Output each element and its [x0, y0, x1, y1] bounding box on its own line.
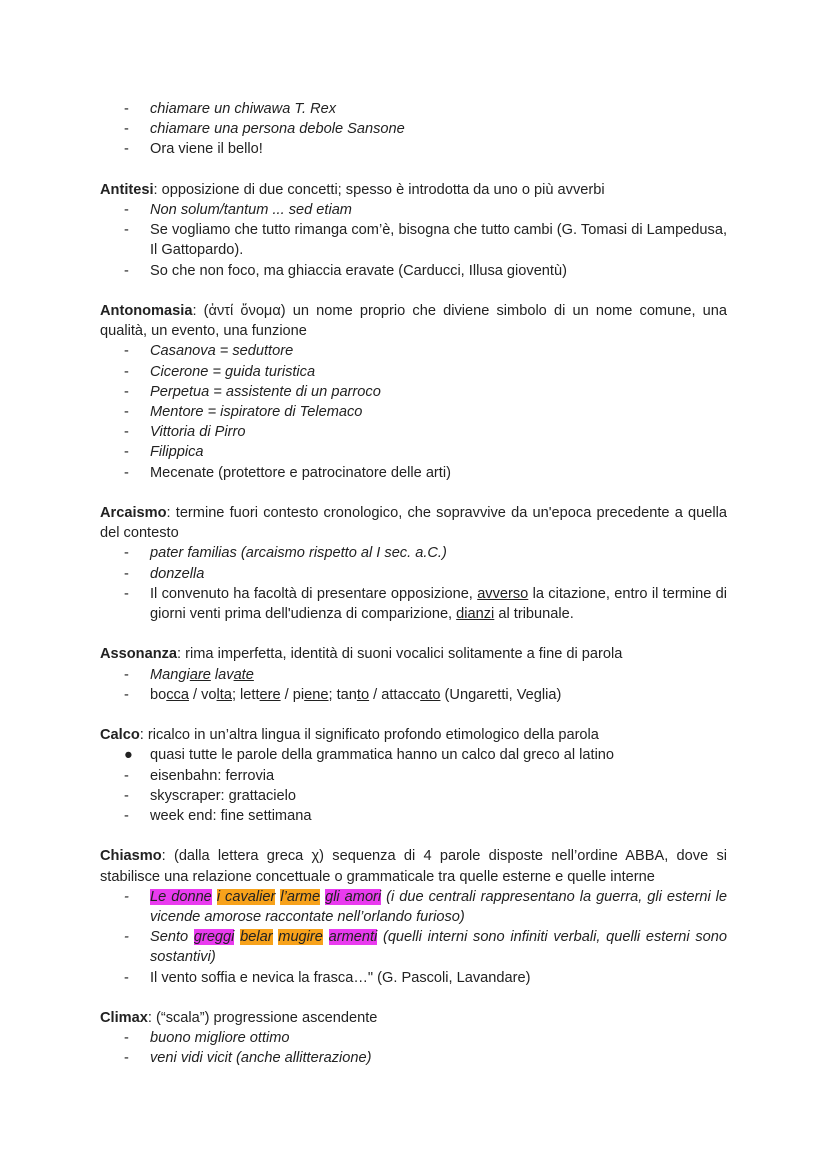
underlined-syllable: ato — [420, 686, 441, 703]
item-text: donzella — [150, 565, 205, 582]
dash-marker: - — [124, 545, 129, 562]
intro-section — [100, 99, 727, 160]
dash-marker: - — [124, 888, 129, 905]
list-item — [100, 200, 727, 220]
item-text: Mecenate (protettore e patrocinatore delle arti) — [150, 464, 451, 481]
list-item — [100, 442, 727, 462]
term-heading: Chiasmo — [100, 848, 162, 865]
list-item — [100, 1028, 727, 1048]
highlight-orange: l’arme — [280, 888, 321, 905]
arcaismo-list — [100, 543, 727, 624]
dash-marker: - — [124, 767, 129, 784]
text-part: (Ungaretti, Veglia) — [440, 686, 562, 703]
assonanza-definition — [100, 644, 727, 664]
dash-marker: - — [124, 565, 129, 582]
highlight-orange: belar — [240, 929, 273, 946]
dash-marker: - — [124, 1050, 129, 1067]
list-item — [100, 220, 727, 260]
chiasmo-list — [100, 887, 727, 988]
item-text-part: al tribunale. — [494, 606, 574, 623]
list-item — [100, 99, 727, 119]
antitesi-definition — [100, 180, 727, 200]
item-text: pater familias (arcaismo rispetto al I sec. a.C.) — [150, 545, 447, 562]
dash-marker: - — [124, 202, 129, 218]
item-text: Casanova = seduttore — [150, 343, 294, 360]
text-part: ; lett — [231, 686, 260, 703]
highlight-magenta: Le donne — [150, 888, 212, 905]
antonomasia-section — [100, 301, 727, 483]
calco-list — [100, 745, 727, 826]
underlined-syllable: cca — [166, 686, 189, 703]
term-heading: Arcaismo — [100, 505, 167, 522]
highlight-orange: i cavalier — [216, 888, 276, 905]
item-text: So che non foco, ma ghiaccia eravate (Carducci, Illusa gioventù) — [150, 262, 567, 279]
list-item — [100, 341, 727, 361]
text-part: lav — [210, 666, 234, 683]
term-heading: Calco — [100, 727, 140, 744]
calco-section — [100, 725, 727, 826]
dash-marker: - — [124, 141, 129, 158]
dash-marker: - — [124, 222, 129, 239]
list-item — [100, 1048, 727, 1068]
chiasmo-section — [100, 846, 727, 987]
dash-marker: - — [124, 464, 129, 481]
list-item — [100, 564, 727, 584]
list-item — [100, 786, 727, 806]
list-item — [100, 139, 727, 159]
arcaismo-section — [100, 503, 727, 624]
list-item — [100, 584, 727, 624]
dash-marker: - — [124, 101, 129, 117]
underlined-syllable: are — [189, 666, 211, 683]
item-text: buono migliore ottimo — [150, 1030, 290, 1047]
antitesi-section — [100, 180, 727, 281]
underlined-syllable: ene — [304, 686, 329, 703]
list-item — [100, 382, 727, 402]
highlight-magenta: gli amori — [325, 888, 382, 905]
example-text — [150, 667, 254, 683]
dash-marker: - — [124, 404, 129, 421]
item-text: Mentore = ispiratore di Telemaco — [150, 404, 363, 421]
antonomasia-list — [100, 341, 727, 482]
underlined-word: dianzi — [456, 606, 495, 623]
dash-marker: - — [124, 363, 129, 380]
dash-marker: - — [124, 262, 129, 279]
dash-marker: - — [124, 121, 129, 138]
dash-marker: - — [124, 666, 129, 683]
term-heading: Assonanza — [100, 646, 178, 663]
climax-definition — [100, 1008, 727, 1028]
climax-list — [100, 1028, 727, 1068]
item-text: skyscraper: grattacielo — [150, 787, 296, 804]
dash-marker: - — [124, 1030, 129, 1047]
list-item — [100, 968, 727, 988]
list-item — [100, 665, 727, 685]
dash-marker: - — [124, 383, 129, 400]
item-text: Perpetua = assistente di un parroco — [150, 383, 381, 400]
definition-text: : (dalla lettera greca χ) sequenza di 4 parole disposte nell’ordine ABBA, dove si stabilisce una relazione concettuale o grammaticale tra quelle esterne e quelle interne — [100, 848, 727, 885]
item-text: Cicerone = guida turistica — [150, 363, 316, 380]
definition-text: : opposizione di due concetti; spesso è introdotta da uno o più avverbi — [153, 181, 605, 198]
list-item — [100, 402, 727, 422]
item-text-part: Il convenuto ha facoltà di presentare opposizione, — [150, 585, 478, 602]
item-text: eisenbahn: ferrovia — [150, 767, 275, 784]
dash-marker: - — [124, 969, 129, 986]
dash-marker: - — [124, 787, 129, 804]
item-text: Non solum/tantum ... sed etiam — [150, 202, 352, 218]
underlined-syllable: to — [356, 686, 370, 703]
definition-text: : rima imperfetta, identità di suoni vocalici solitamente a fine di parola — [177, 646, 623, 663]
chiasmo-definition — [100, 846, 727, 886]
text-part: bo — [150, 686, 167, 703]
term-heading: Antonomasia — [100, 303, 193, 319]
definition-text: : ricalco in un’altra lingua il significato profondo etimologico della parola — [139, 727, 599, 744]
antitesi-list — [100, 200, 727, 281]
list-item — [100, 685, 727, 705]
definition-text: : termine fuori contesto cronologico, che sopravvive da un'epoca precedente a quella del contesto — [100, 505, 727, 542]
item-text-part: Sento — [150, 929, 194, 946]
arcaismo-definition — [100, 503, 727, 543]
item-text: veni vidi vicit (anche allitterazione) — [150, 1050, 372, 1067]
item-text-part: la citazione, entro il termine di giorni venti prima dell'udienza di comparizione, — [150, 585, 727, 623]
intro-list — [100, 99, 727, 160]
item-text-part: (i due centrali rappresentano la guerra, gli esterni le vicende amorose raccontate nell’orlando furioso) — [150, 888, 728, 926]
list-item — [100, 261, 727, 281]
text-part: / vo — [188, 686, 217, 703]
list-item — [100, 463, 727, 483]
definition-text: : (ἀντί ὄνομα) un nome proprio che diviene simbolo di un nome comune, una qualità, un evento, una funzione — [100, 303, 727, 340]
climax-section — [100, 1008, 727, 1069]
item-text-part: (quelli interni sono infiniti verbali, quelli esterni sono sostantivi) — [150, 929, 728, 966]
calco-definition — [100, 725, 727, 745]
list-item — [100, 362, 727, 382]
highlight-magenta: armenti — [328, 929, 378, 946]
underlined-word: avverso — [477, 585, 529, 602]
assonanza-list — [100, 665, 727, 705]
text-part: / attacc — [369, 686, 421, 703]
text-part: ; tan — [328, 686, 357, 703]
text-part: / pi — [280, 686, 305, 703]
item-text: Il vento soffia e nevica la frasca…" (G. Pascoli, Lavandare) — [150, 969, 531, 986]
list-item — [100, 543, 727, 563]
term-heading: Climax — [100, 1010, 148, 1027]
item-text: quasi tutte le parole della grammatica hanno un calco dal greco al latino — [150, 747, 615, 764]
dash-marker: - — [124, 808, 129, 825]
dash-marker: - — [124, 585, 129, 602]
definition-text: : (“scala”) progressione ascendente — [147, 1010, 378, 1027]
list-item — [100, 806, 727, 826]
dash-marker: - — [124, 686, 129, 703]
dash-marker: - — [124, 929, 129, 946]
bullet-marker: ● — [124, 747, 133, 764]
list-item — [100, 927, 727, 967]
underlined-syllable: lta — [216, 686, 232, 703]
list-item — [100, 745, 727, 765]
item-text: week end: fine settimana — [150, 808, 312, 825]
item-text: Vittoria di Pirro — [150, 424, 246, 441]
text-part: Mangi — [150, 666, 190, 683]
item-text: Se vogliamo che tutto rimanga com’è, bisogna che tutto cambi (G. Tomasi di Lampedusa, Il Gattopardo). — [150, 222, 727, 259]
highlight-orange: mugire — [278, 929, 323, 946]
term-heading: Antitesi — [100, 181, 154, 198]
document-page — [100, 99, 727, 1089]
item-text: chiamare una persona debole Sansone — [150, 121, 405, 138]
underlined-syllable: ate — [233, 666, 254, 683]
antonomasia-definition — [100, 301, 727, 341]
list-item — [100, 766, 727, 786]
dash-marker: - — [124, 343, 129, 360]
list-item — [100, 422, 727, 442]
highlight-magenta: greggi — [193, 929, 235, 946]
item-text: Ora viene il bello! — [150, 141, 263, 158]
item-text: chiamare un chiwawa T. Rex — [150, 101, 337, 117]
list-item — [100, 887, 727, 927]
item-text: Filippica — [150, 444, 204, 461]
underlined-syllable: ere — [259, 686, 281, 703]
dash-marker: - — [124, 444, 129, 461]
assonanza-section — [100, 644, 727, 705]
dash-marker: - — [124, 424, 129, 441]
list-item — [100, 119, 727, 139]
